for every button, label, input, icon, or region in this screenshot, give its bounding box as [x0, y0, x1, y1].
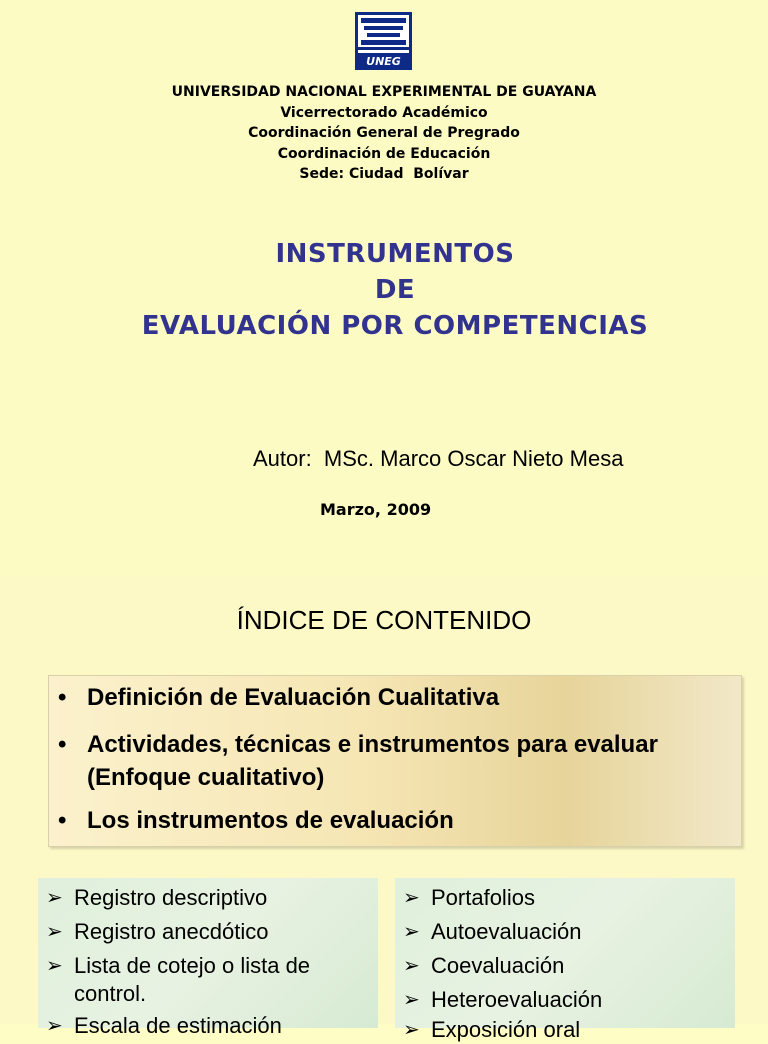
- arrow-bullet-icon: ➢: [46, 921, 63, 943]
- bullet-icon: •: [58, 807, 67, 834]
- bullet-icon: •: [58, 684, 67, 711]
- list-item: [58, 804, 454, 837]
- list-item-text: Actividades, técnicas e instrumentos para evaluar (Enfoque cualitativo): [87, 731, 658, 791]
- list-item: [46, 918, 269, 946]
- list-item-text: Definición de Evaluación Cualitativa: [87, 684, 500, 711]
- list-item: [46, 1012, 282, 1040]
- presentation-title: [0, 236, 768, 344]
- contents-box: [48, 675, 742, 847]
- list-item: [403, 884, 535, 912]
- uneg-logo: [355, 12, 412, 70]
- index-heading: ÍNDICE DE CONTENIDO: [236, 605, 532, 635]
- list-item-text: Coevaluación: [431, 953, 565, 978]
- institution-line: Vicerrectorado Académico: [280, 104, 488, 121]
- institution-line: Coordinación de Educación: [277, 145, 491, 162]
- list-item: [403, 986, 603, 1014]
- list-item: [46, 952, 359, 1008]
- title-line: EVALUACIÓN POR COMPETENCIAS: [141, 311, 649, 341]
- list-item-text: Heteroevaluación: [431, 987, 603, 1012]
- arrow-bullet-icon: ➢: [403, 955, 420, 977]
- title-line: INSTRUMENTOS: [275, 239, 515, 269]
- arrow-bullet-icon: ➢: [403, 1019, 420, 1041]
- arrow-bullet-icon: ➢: [403, 989, 420, 1011]
- list-item: [403, 1016, 581, 1044]
- list-item-text: Registro descriptivo: [74, 885, 268, 910]
- index-slide: [0, 575, 768, 1042]
- list-item: [58, 681, 500, 714]
- instruments-list-left: [38, 878, 378, 1038]
- author-line: Autor: MSc. Marco Oscar Nieto Mesa: [253, 446, 624, 471]
- list-item: [403, 918, 582, 946]
- list-item-text: Portafolios: [431, 885, 535, 910]
- list-item-text: Escala de estimación: [74, 1013, 282, 1038]
- list-item-text: Registro anecdótico: [74, 919, 269, 944]
- arrow-bullet-icon: ➢: [46, 1015, 63, 1037]
- list-item-text: Lista de cotejo o lista de control.: [74, 953, 311, 1006]
- list-item-text: Exposición oral: [431, 1017, 581, 1042]
- institution-line: UNIVERSIDAD NACIONAL EXPERIMENTAL DE GUAYANA: [171, 84, 597, 100]
- list-item: [403, 952, 565, 980]
- arrow-bullet-icon: ➢: [403, 921, 420, 943]
- arrow-bullet-icon: ➢: [46, 887, 63, 909]
- arrow-bullet-icon: ➢: [403, 887, 420, 909]
- arrow-bullet-icon: ➢: [46, 955, 63, 977]
- date-line: Marzo, 2009: [320, 500, 432, 519]
- instruments-list-right: [395, 878, 735, 1042]
- list-item-text: Autoevaluación: [431, 919, 582, 944]
- institution-line: Coordinación General de Pregrado: [248, 125, 520, 141]
- list-item-text: Los instrumentos de evaluación: [87, 807, 454, 834]
- list-item: [46, 884, 268, 912]
- institution-line: Sede: Ciudad Bolívar: [299, 166, 469, 182]
- list-item: [58, 728, 707, 794]
- title-line: DE: [374, 275, 416, 305]
- svg-text:UNEG: UNEG: [366, 55, 401, 68]
- institution-block: [0, 82, 768, 185]
- bullet-icon: •: [58, 731, 67, 758]
